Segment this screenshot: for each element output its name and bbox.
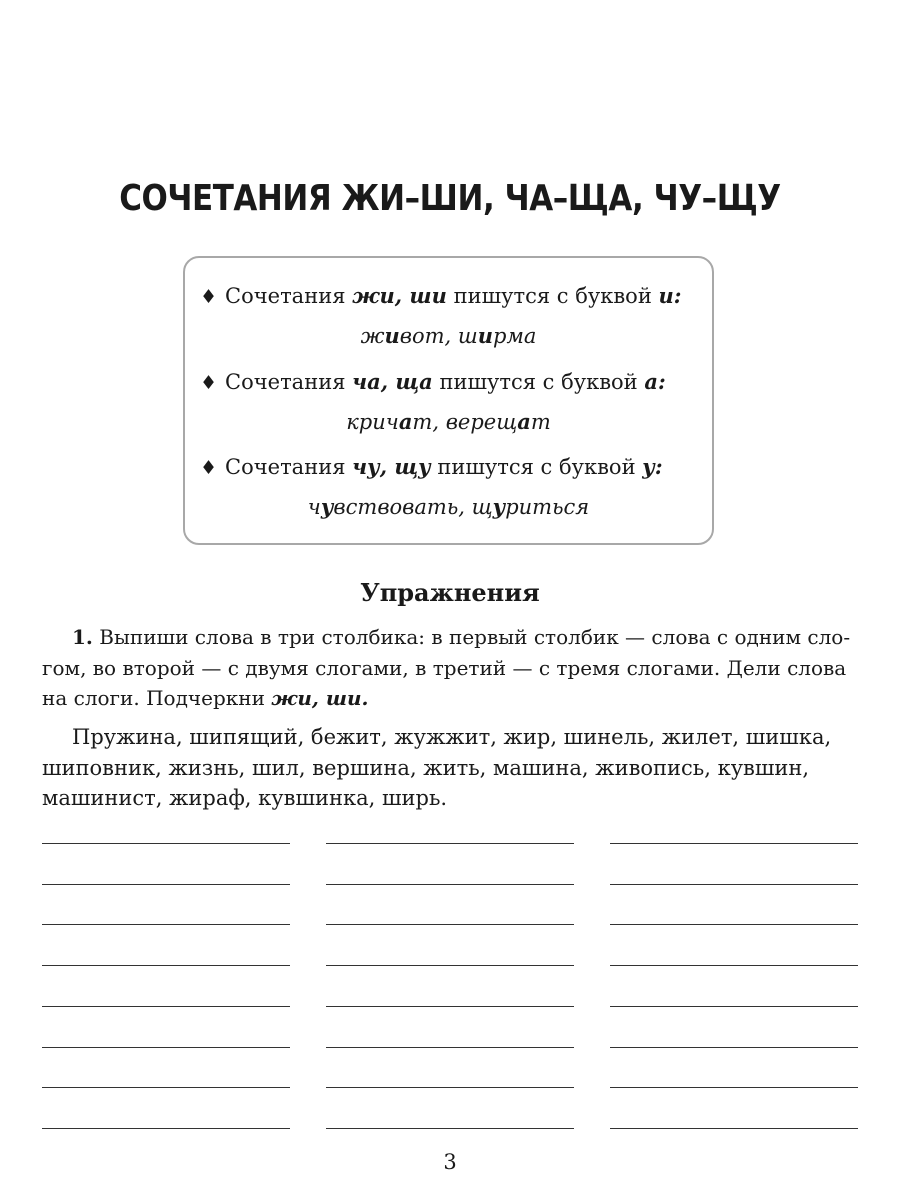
answer-line	[326, 924, 574, 925]
answer-line	[42, 1128, 290, 1129]
diamond-bullet-icon: ♦	[200, 372, 218, 394]
rule-line: ♦ Сочетания жи, ши пишутся с буквой и:	[200, 283, 682, 308]
answer-line	[326, 1006, 574, 1007]
answer-line	[326, 1087, 574, 1088]
word-list-line: шиповник, жизнь, шил, вершина, жить, машина, живопись, кувшин,	[42, 756, 810, 780]
answer-line	[610, 924, 858, 925]
exercise-instruction-line: 1. Выпиши слова в три столбика: в первый столбик — слова с одним сло-	[72, 625, 851, 649]
diamond-bullet-icon: ♦	[200, 286, 218, 308]
rule-line: ♦ Сочетания чу, щу пишутся с буквой у:	[200, 454, 663, 479]
word-list-line: Пружина, шипящий, бежит, жужжит, жир, шинель, жилет, шишка,	[72, 725, 832, 749]
exercise-number: 1.	[72, 625, 93, 649]
answer-line	[42, 1047, 290, 1048]
answer-line	[42, 843, 290, 844]
page-title: СОЧЕТАНИЯ ЖИ–ШИ, ЧА–ЩА, ЧУ–ЩУ	[119, 178, 781, 219]
answer-line	[42, 884, 290, 885]
word-list-line: машинист, жираф, кувшинка, ширь.	[42, 786, 448, 810]
answer-line	[42, 1087, 290, 1088]
section-title: Упражнения	[360, 578, 540, 607]
answer-line	[42, 965, 290, 966]
answer-line	[610, 843, 858, 844]
rule-example: чувствовать, щуриться	[307, 494, 590, 519]
answer-line	[326, 1047, 574, 1048]
answer-line	[610, 965, 858, 966]
rule-line: ♦ Сочетания ча, ща пишутся с буквой а:	[200, 369, 666, 394]
exercise-instruction-line: гом, во второй — с двумя слогами, в третий — с тремя слогами. Дели слова	[42, 656, 847, 680]
exercise-instruction-line: на слоги. Подчеркни жи, ши.	[42, 686, 369, 710]
rule-example: кричат, верещат	[346, 409, 551, 434]
page-number: 3	[443, 1150, 457, 1174]
answer-line	[42, 1006, 290, 1007]
answer-line	[610, 884, 858, 885]
answer-line	[610, 1128, 858, 1129]
answer-line	[326, 843, 574, 844]
answer-line	[326, 965, 574, 966]
answer-line	[42, 924, 290, 925]
answer-line	[610, 1006, 858, 1007]
answer-line	[326, 884, 574, 885]
answer-line	[610, 1047, 858, 1048]
diamond-bullet-icon: ♦	[200, 457, 218, 479]
answer-line	[610, 1087, 858, 1088]
rule-example: живот, ширма	[360, 323, 537, 348]
answer-line	[326, 1128, 574, 1129]
